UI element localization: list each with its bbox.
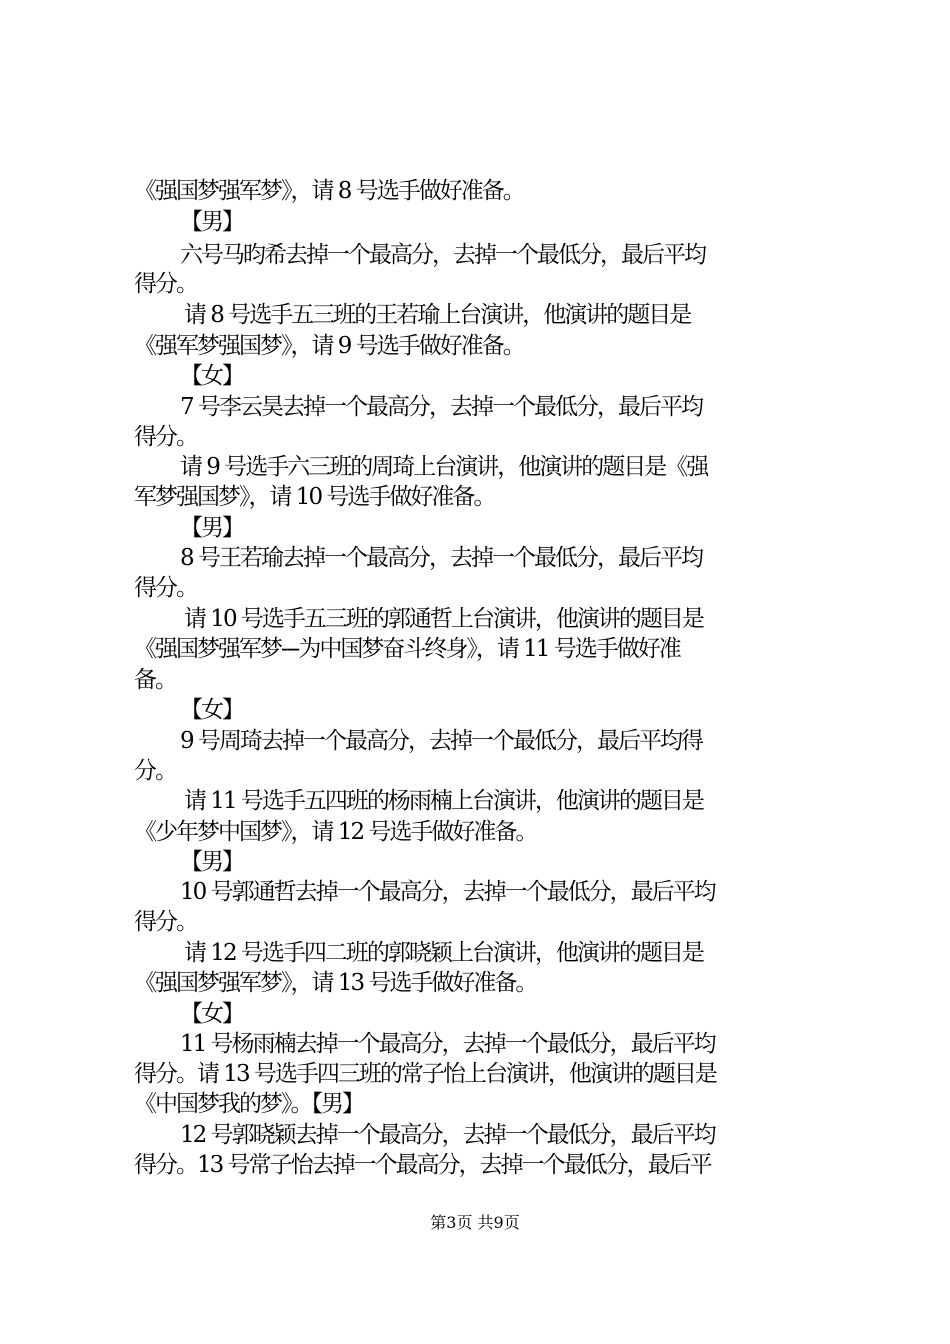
text-line: 【男】 — [180, 849, 243, 875]
text-line: 得分。 — [134, 909, 197, 935]
text-line: 《强国梦强军梦》，请 13 号选手做好准备。 — [134, 970, 537, 996]
text-line: 请 11 号选手五四班的杨雨楠上台演讲，他演讲的题目是 — [184, 788, 703, 814]
text-line: 请 8 号选手五三班的王若瑜上台演讲，他演讲的题目是 — [184, 302, 691, 328]
text-line: 六号马昀希去掉一个最高分，去掉一个最低分，最后平均 — [180, 242, 705, 268]
text-line: 得分。 — [134, 271, 197, 297]
text-line: 10 号郭通哲去掉一个最高分，去掉一个最低分，最后平均 — [180, 879, 715, 905]
text-line: 7 号李云昊去掉一个最高分，去掉一个最低分，最后平均 — [180, 394, 702, 420]
text-line: 《强军梦强国梦》，请 9 号选手做好准备。 — [134, 333, 524, 359]
page-number-footer: 第3页 共9页 — [430, 1213, 520, 1232]
text-line: 请 10 号选手五三班的郭通哲上台演讲，他演讲的题目是 — [184, 606, 703, 632]
text-line: 得分。 — [134, 575, 197, 601]
text-line: 《强国梦强军梦---为中国梦奋斗终身》，请 11 号选手做好准 — [134, 636, 680, 662]
text-line: 得分。13 号常子怡去掉一个最高分，去掉一个最低分，最后平 — [134, 1152, 711, 1178]
text-line: 【女】 — [180, 697, 243, 723]
text-line: 得分。 — [134, 424, 197, 450]
text-line: 军梦强国梦》，请 10 号选手做好准备。 — [134, 484, 495, 510]
text-line: 请 9 号选手六三班的周琦上台演讲，他演讲的题目是《强 — [180, 454, 708, 480]
text-line: 【女】 — [180, 363, 243, 389]
text-line: 《强国梦强军梦》，请 8 号选手做好准备。 — [134, 178, 524, 204]
text-line: 【女】 — [180, 1001, 243, 1027]
text-line: 备。 — [134, 667, 176, 693]
text-line: 9 号周琦去掉一个最高分，去掉一个最低分，最后平均得 — [180, 728, 702, 754]
text-line: 分。 — [134, 758, 176, 784]
text-line: 【男】 — [180, 515, 243, 541]
text-line: 得分。请 13 号选手四三班的常子怡上台演讲，他演讲的题目是 — [134, 1061, 716, 1087]
text-line: 11 号杨雨楠去掉一个最高分，去掉一个最低分，最后平均 — [180, 1031, 715, 1057]
text-line: 【男】 — [180, 209, 243, 235]
text-line: 请 12 号选手四二班的郭晓颖上台演讲，他演讲的题目是 — [184, 940, 703, 966]
text-line: 8 号王若瑜去掉一个最高分，去掉一个最低分，最后平均 — [180, 545, 702, 571]
text-line: 12 号郭晓颖去掉一个最高分，去掉一个最低分，最后平均 — [180, 1122, 715, 1148]
text-line: 《少年梦中国梦》，请 12 号选手做好准备。 — [134, 819, 537, 845]
text-line: 《中国梦我的梦》。【男】 — [134, 1091, 363, 1117]
